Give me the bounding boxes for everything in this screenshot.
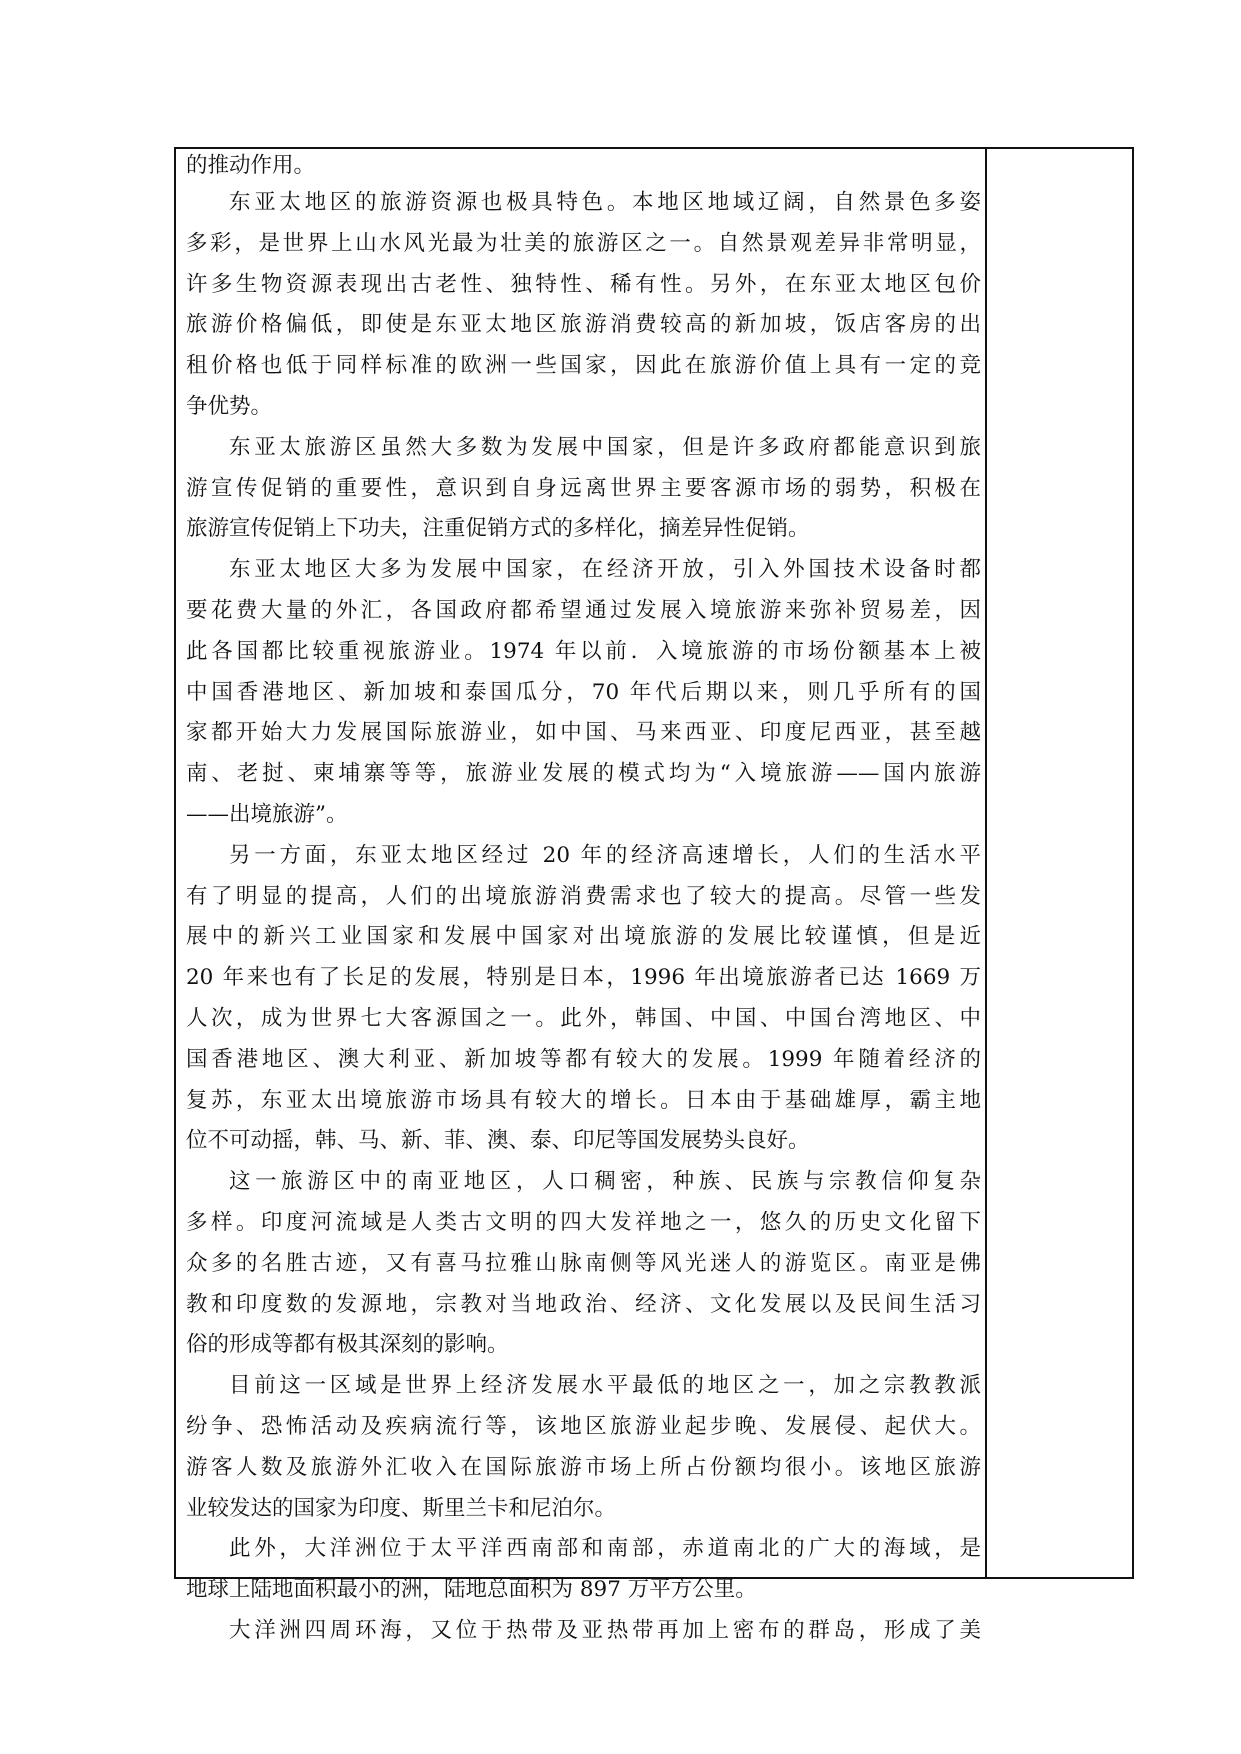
text-line: 游客人数及旅游外汇收入在国际旅游市场上所占份额均很小。该地区旅游: [186, 1454, 981, 1480]
text-line: 国香港地区、澳大利亚、新加坡等都有较大的发展。1999 年随着经济的: [186, 1046, 981, 1072]
side-notes-cell: [988, 149, 1132, 1577]
text-line: 展中的新兴工业国家和发展中国家对出境旅游的发展比较谨慎，但是近: [186, 924, 981, 950]
text-line: 此外，大洋洲位于太平洋西南部和南部，赤道南北的广大的海域，是: [229, 1536, 981, 1562]
text-line: 旅游宣传促销上下功夫，注重促销方式的多样化，摘差异性促销。: [186, 516, 810, 542]
text-line: 中国香港地区、新加坡和泰国瓜分，70 年代后期以来，则几乎所有的国: [186, 679, 981, 705]
text-line: 东亚太旅游区虽然大多数为发展中国家，但是许多政府都能意识到旅: [229, 434, 981, 460]
text-line: 家都开始大力发展国际旅游业，如中国、马来西亚、印度尼西亚，甚至越: [186, 720, 981, 746]
text-line: 此各国都比较重视旅游业。1974 年以前．入境旅游的市场份额基本上被: [186, 638, 981, 664]
text-line: 多样。印度河流域是人类古文明的四大发祥地之一，悠久的历史文化留下: [186, 1209, 981, 1235]
text-line: 的推动作用。: [186, 153, 316, 178]
text-line: 众多的名胜古迹，又有喜马拉雅山脉南侧等风光迷人的游览区。南亚是佛: [186, 1250, 981, 1276]
main-text-cell: [186, 149, 981, 1643]
column-divider: [985, 149, 987, 1577]
text-line: 纷争、恐怖活动及疾病流行等，该地区旅游业起步晚、发展侵、起伏大。: [186, 1413, 981, 1439]
text-line: 教和印度数的发源地，宗教对当地政治、经济、文化发展以及民间生活习: [186, 1291, 981, 1317]
text-line: 20 年来也有了长足的发展，特别是日本，1996 年出境旅游者已达 1669 万: [186, 965, 981, 991]
text-line: 多彩，是世界上山水风光最为壮美的旅游区之一。自然景观差异非常明显，: [186, 230, 981, 256]
text-line: 争优势。: [186, 393, 273, 419]
text-line: 地球上陆地面积最小的洲，陆地总面积为 897 万平方公里。: [186, 1577, 757, 1603]
text-line: 这一旅游区中的南亚地区，人口稠密，种族、民族与宗教信仰复杂: [229, 1169, 981, 1195]
text-line: 有了明显的提高，人们的出境旅游消费需求也了较大的提高。尽管一些发: [186, 883, 981, 909]
text-line: 俗的形成等都有极其深刻的影响。: [186, 1332, 509, 1358]
text-line: 东亚太地区的旅游资源也极具特色。本地区地域辽阔，自然景色多姿: [229, 190, 981, 215]
text-line: 许多生物资源表现出古老性、独特性、稀有性。另外，在东亚太地区包价: [186, 271, 981, 297]
text-line: 复苏，东亚太出境旅游市场具有较大的增长。日本由于基础雄厚，霸主地: [186, 1087, 981, 1113]
text-line: 东亚太地区大多为发展中国家，在经济开放，引入外国技术设备时都: [229, 557, 981, 583]
text-line: 位不可动摇，韩、马、新、菲、澳、泰、印尼等国发展势头良好。: [186, 1128, 810, 1154]
text-line: 人次，成为世界七大客源国之一。此外，韩国、中国、中国台湾地区、中: [186, 1005, 981, 1031]
text-line: ——出境旅游”。: [186, 801, 348, 827]
text-line: 另一方面，东亚太地区经过 20 年的经济高速增长，人们的生活水平: [229, 842, 981, 868]
text-line: 要花费大量的外汇，各国政府都希望通过发展入境旅游来弥补贸易差，因: [186, 597, 981, 623]
text-line: 业较发达的国家为印度、斯里兰卡和尼泊尔。: [186, 1495, 617, 1521]
document-table: [174, 147, 1134, 1643]
text-line: 大洋洲四周环海，又位于热带及亚热带再加上密布的群岛，形成了美: [229, 1617, 981, 1643]
text-line: 目前这一区域是世界上经济发展水平最低的地区之一，加之宗教教派: [229, 1373, 981, 1399]
text-line: 南、老挝、柬埔寨等等，旅游业发展的模式均为“入境旅游——国内旅游: [186, 761, 981, 787]
text-line: 旅游价格偏低，即使是东亚太地区旅游消费较高的新加坡，饭店客房的出: [186, 312, 981, 338]
text-line: 游宣传促销的重要性，意识到自身远离世界主要客源市场的弱势，积极在: [186, 475, 981, 501]
text-line: 租价格也低于同样标准的欧洲一些国家，因此在旅游价值上具有一定的竞: [186, 353, 981, 379]
